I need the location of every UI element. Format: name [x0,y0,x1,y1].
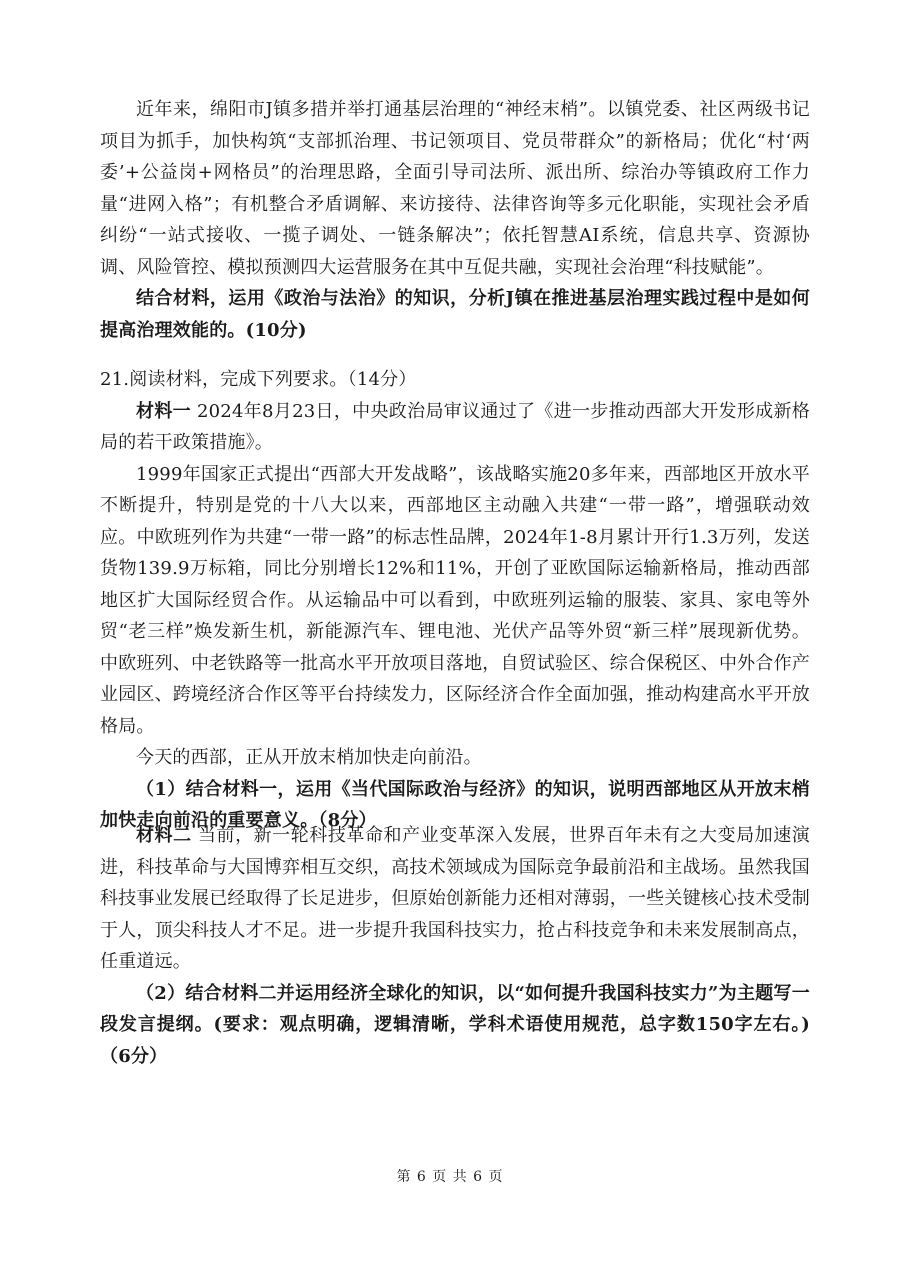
material1-label: 材料一 [136,400,191,422]
material2-text: 当前，新一轮科技革命和产业变革深入发展，世界百年未有之大变局加速演进，科技革命与大国博弈相互交织，高技术领域成为国际竞争最前沿和主战场。虽然我国科技事业发展已经取得了长足进步，但原始创新能力还相对薄弱，一些关键核心技术受制于人，顶尖科技人才不足。进一步提升我国科技实力，抢占科技竞争和未来发展制高点，任重道远。 [100,825,810,972]
material1-lead-text: 2024年8月23日，中央政治局审议通过了《进一步推动西部大开发形成新格局的若干政策措施》。 [100,400,810,453]
q21-material1-lead [100,396,810,459]
q20-task: 结合材料，运用《政治与法治》的知识，分析J镇在推进基层治理实践过程中是如何提高治理效能的。(10分) [100,288,810,341]
q21-task1: （1）结合材料一，运用《当代国际政治与经济》的知识，说明西部地区从开放末梢加快走向前沿的重要意义。（8分） [100,778,810,831]
q21-material2-section [100,820,810,1072]
q21-material1-close: 今天的西部，正从开放末梢加快走向前沿。 [136,747,482,768]
material2-label: 材料二 [136,825,192,846]
page-footer: 第 6 页 共 6 页 [396,1169,504,1185]
q21-material1-body: 1999年国家正式提出“西部大开发战略”，该战略实施20多年来，西部地区开放水平不断提升，特别是党的十八大以来，西部地区主动融入共建“一带一路”，增强联动效应。中欧班列作为共建“一带一路”的标志性品牌，2024年1-8月累计开行1.3万列，发送货物139.9万标箱，同比分别增长12%和11%，开创了亚欧国际运输新格局，推动西部地区扩大国际经贸合作。从运输品中可以看到，中欧班列运输的服装、家具、家电等外贸“老三样”焕发新生机，新能源汽车、锂电池、光伏产品等外贸“新三样”展现新优势。中欧班列、中老铁路等一批高水平开放项目落地，自贸试验区、综合保税区、中外合作产业园区、跨境经济合作区等平台持续发力，区际经济合作全面加强，推动构建高水平开放格局。 [100,463,810,737]
q21-heading: 21.阅读材料，完成下列要求。（14分） [100,369,417,390]
q21-material2 [100,820,810,978]
q21-section [100,364,810,837]
q20-material: 近年来，绵阳市J镇多措并举打通基层治理的“神经末梢”。以镇党委、社区两级书记项目为抓手，加快构筑“支部抓治理、书记领项目、党员带群众”的新格局；优化“村‘两委’+公益岗+网格员”的治理思路，全面引导司法所、派出所、综治办等镇政府工作力量“进网入格”；有机整合矛盾调解、来访接待、法律咨询等多元化职能，实现社会矛盾纠纷“一站式接收、一揽子调处、一链条解决”；依托智慧AI系统，信息共享、资源协调、风险管控、模拟预测四大运营服务在其中互促共融，实现社会治理“科技赋能”。 [100,99,810,278]
q21-task2: （2）结合材料二并运用经济全球化的知识，以“如何提升我国科技实力”为主题写一段发言提纲。(要求：观点明确，逻辑清晰，学科术语使用规范，总字数150字左右。)（6分） [100,982,810,1067]
q20-section [100,94,810,346]
